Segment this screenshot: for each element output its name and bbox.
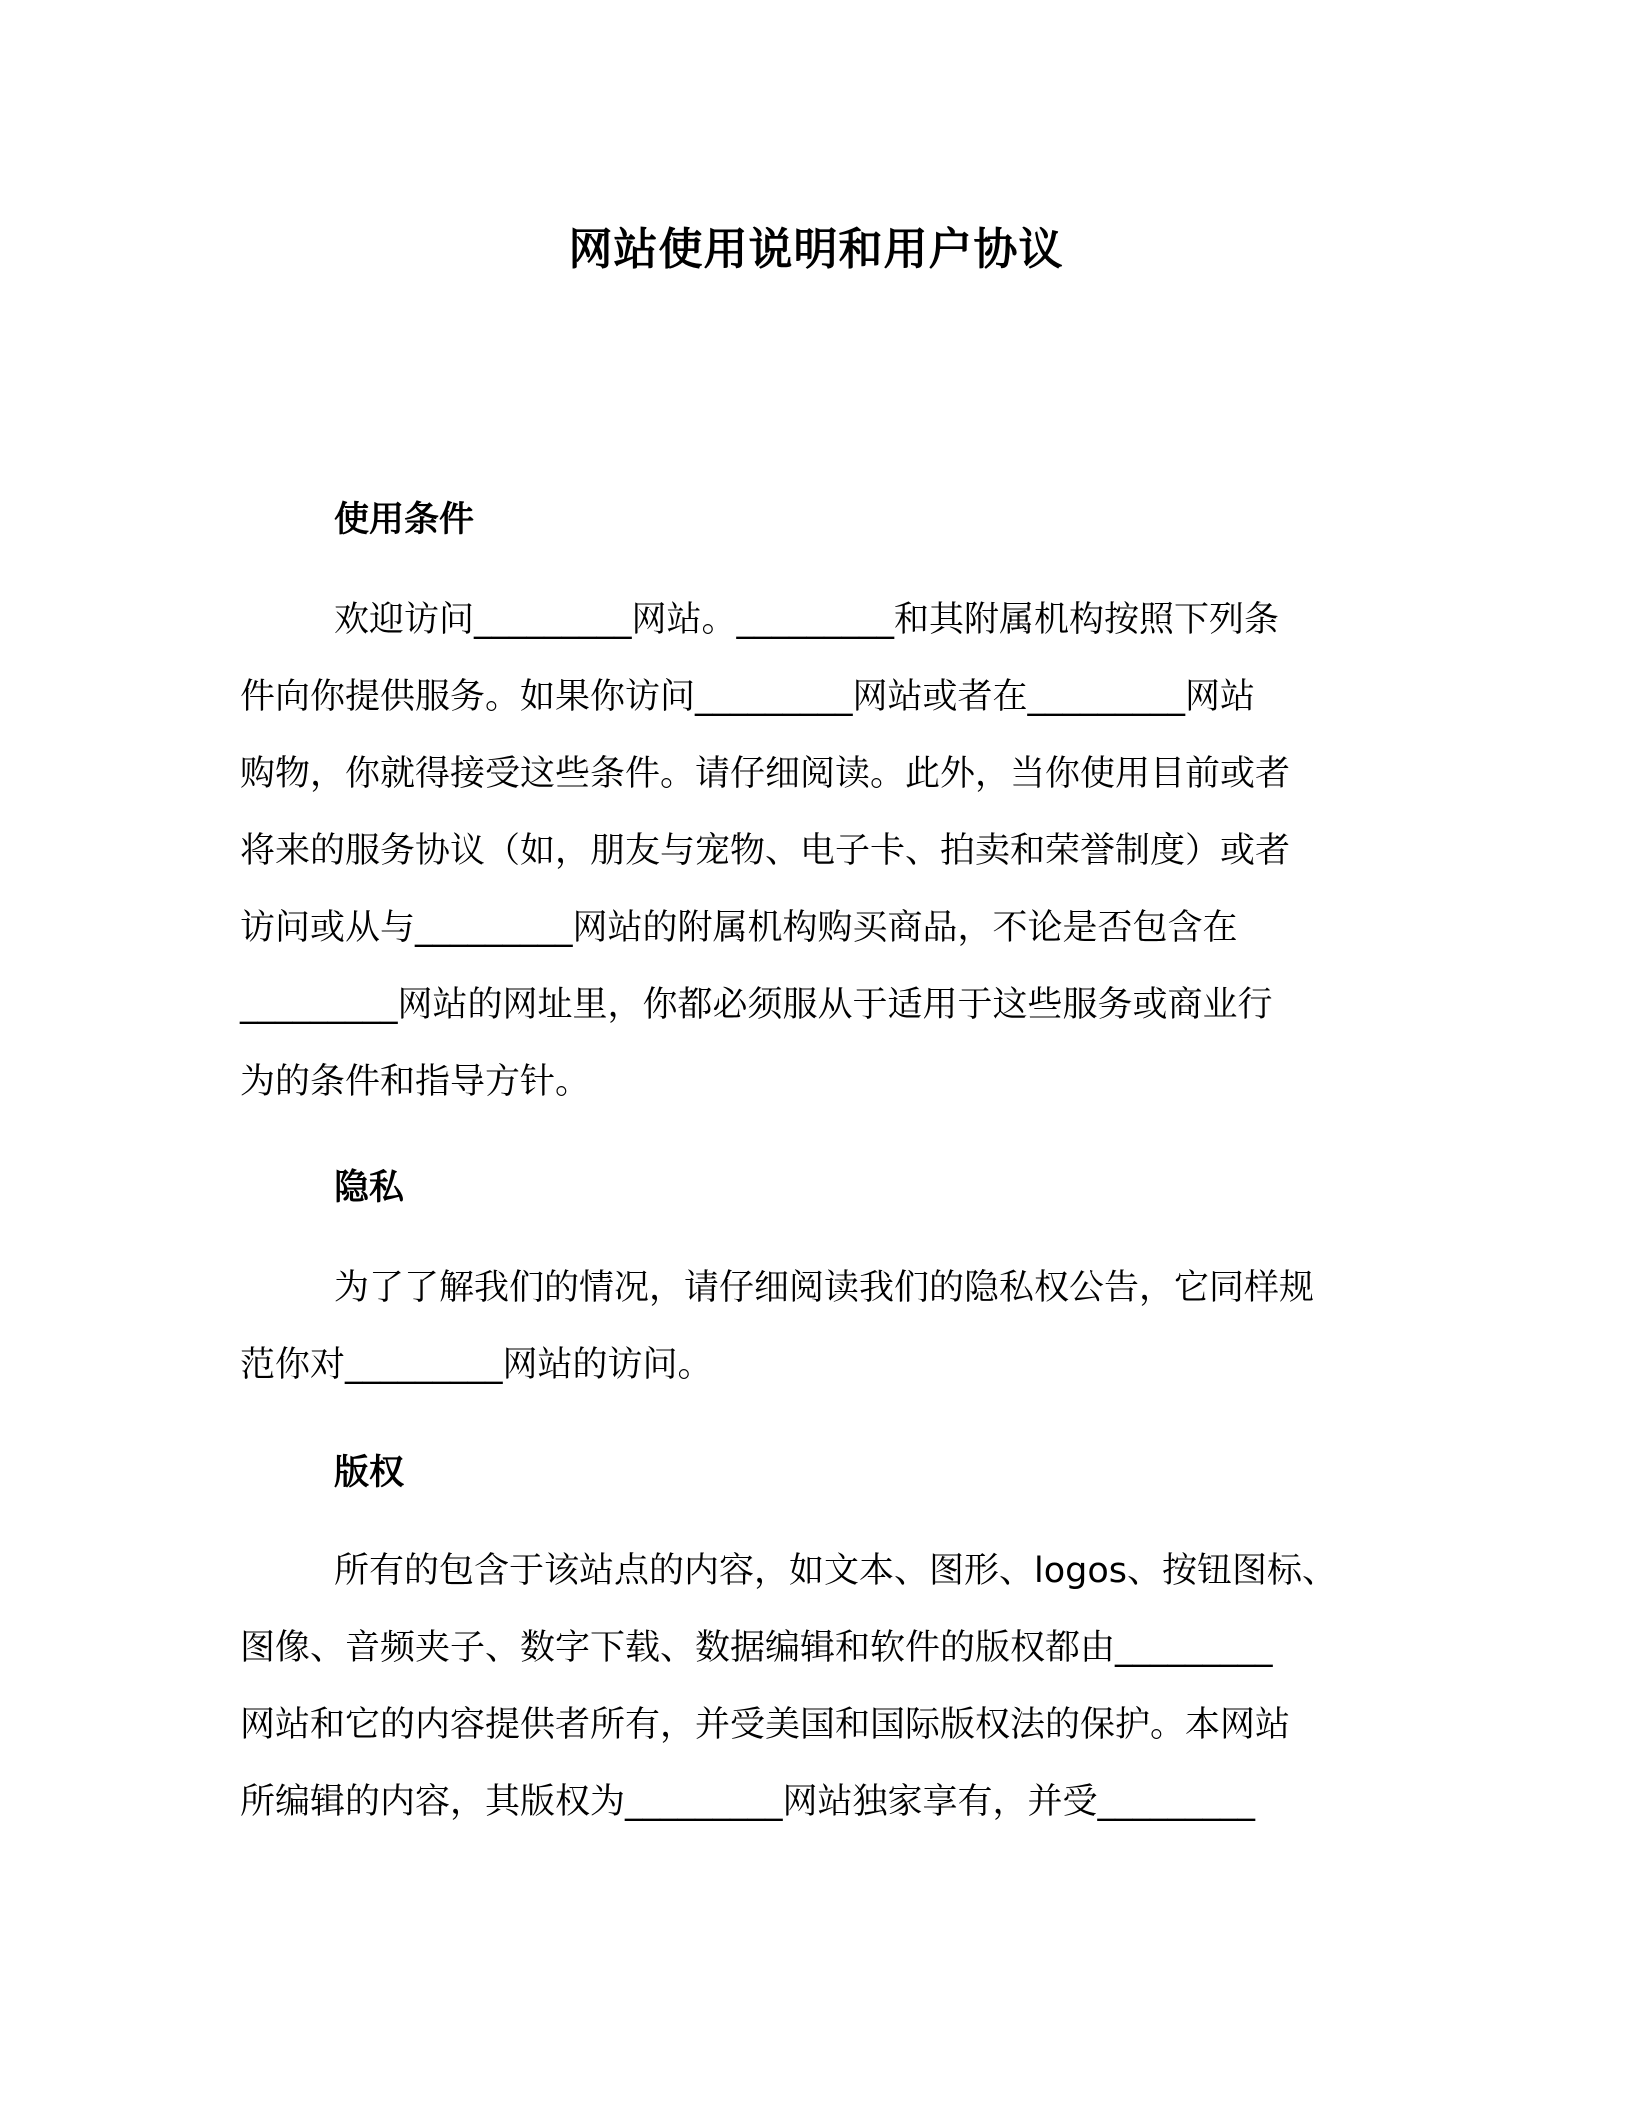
paragraph-line: 购物，你就得接受这些条件。请仔细阅读。此外，当你使用目前或者: [240, 754, 1291, 794]
paragraph-line: 网站和它的内容提供者所有，并受美国和国际版权法的保护。本网站: [240, 1705, 1291, 1745]
paragraph-line: 范你对_________网站的访问。: [240, 1345, 713, 1385]
paragraph-line: 访问或从与_________网站的附属机构购买商品，不论是否包含在: [240, 908, 1238, 948]
paragraph-line: 为了了解我们的情况，请仔细阅读我们的隐私权公告，它同样规: [334, 1268, 1315, 1308]
paragraph-terms-of-use: [240, 582, 1370, 1121]
paragraph-privacy: [240, 1250, 1370, 1404]
paragraph-copyright: [240, 1533, 1370, 1841]
paragraph-line: 欢迎访问_________网站。_________和其附属机构按照下列条: [334, 600, 1280, 640]
document-title: 网站使用说明和用户协议: [568, 224, 1064, 275]
paragraph-line: 所编辑的内容，其版权为_________网站独家享有，并受_________: [240, 1782, 1256, 1822]
paragraph-line: 将来的服务协议（如，朋友与宠物、电子卡、拍卖和荣誉制度）或者: [240, 831, 1291, 871]
paragraph-line: _________网站的网址里，你都必须服从于适用于这些服务或商业行: [240, 985, 1273, 1025]
section-heading-copyright: 版权: [334, 1453, 405, 1493]
paragraph-line: 图像、音频夹子、数字下载、数据编辑和软件的版权都由_________: [240, 1628, 1273, 1668]
section-heading-privacy: 隐私: [334, 1168, 405, 1208]
paragraph-line: 为的条件和指导方针。: [240, 1062, 591, 1102]
paragraph-line: 所有的包含于该站点的内容，如文本、图形、logos、按钮图标、: [334, 1551, 1338, 1591]
section-heading-terms-of-use: 使用条件: [334, 500, 475, 540]
paragraph-line: 件向你提供服务。如果你访问_________网站或者在_________网站: [240, 677, 1256, 717]
